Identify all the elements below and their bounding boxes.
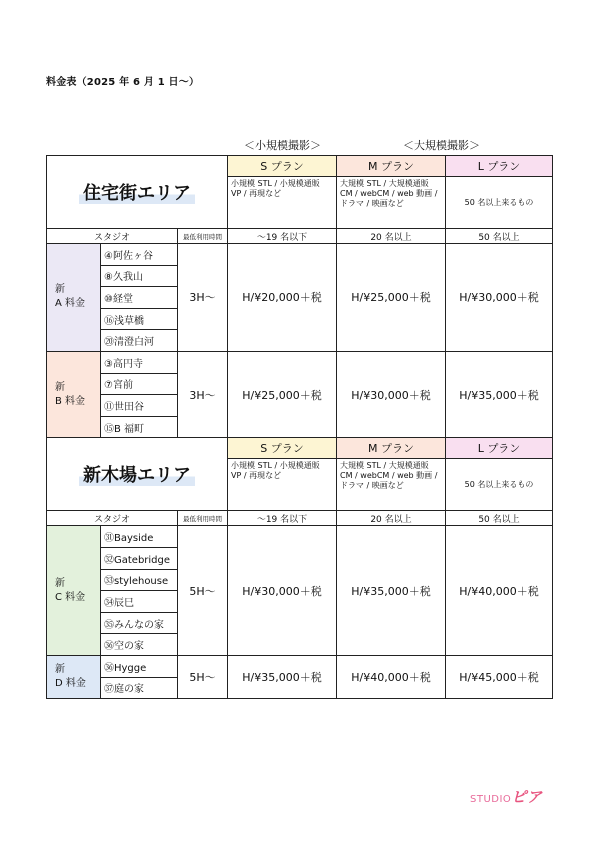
studio-name: ⑧久我山 <box>101 265 178 287</box>
tier-label: 新 B 料金 <box>47 351 101 437</box>
plan-s-description: 小規模 STL / 小規模通販 VP / 再現など <box>228 459 337 511</box>
plan-s-people: 〜19 名以下 <box>228 511 337 526</box>
min-duration: 5H〜 <box>178 526 228 656</box>
plan-s-people: 〜19 名以下 <box>228 229 337 244</box>
studio-name: ⑦宮前 <box>101 373 178 395</box>
studio-name: ⑯浅草橋 <box>101 308 178 330</box>
min-time-header: 最低利用時間 <box>178 229 228 244</box>
plan-l-name: L プラン <box>446 438 553 459</box>
plan-l-description: 50 名以上来るもの <box>446 459 553 511</box>
price-s: H/¥35,000＋税 <box>228 655 337 698</box>
plan-m-people: 20 名以上 <box>337 229 446 244</box>
tier-label: 新 D 料金 <box>47 655 101 698</box>
plan-m-description: 大規模 STL / 大規模通販 CM / webCM / web 動画 / ドラマ / 映画など <box>337 177 446 229</box>
studio-name: ㉟みんなの家 <box>101 612 178 634</box>
plan-m-name: M プラン <box>337 438 446 459</box>
logo-brand: ピア <box>511 788 543 806</box>
price-s: H/¥20,000＋税 <box>228 244 337 352</box>
studio-name: ㊲庭の家 <box>101 677 178 699</box>
min-duration: 3H〜 <box>178 244 228 352</box>
studio-name: ⑩経堂 <box>101 287 178 309</box>
studio-header: スタジオ <box>47 511 178 526</box>
studio-name: ㊱空の家 <box>101 634 178 656</box>
area-title <box>47 438 228 511</box>
price-m: H/¥35,000＋税 <box>337 526 446 656</box>
studio-name: ㉞辰巳 <box>101 591 178 613</box>
area-name: 新木場エリア <box>79 465 195 486</box>
min-duration: 3H〜 <box>178 351 228 437</box>
plan-s-description: 小規模 STL / 小規模通販 VP / 再現など <box>228 177 337 229</box>
plan-m-people: 20 名以上 <box>337 511 446 526</box>
studio-name: ㉝stylehouse <box>101 569 178 591</box>
min-time-header: 最低利用時間 <box>178 511 228 526</box>
studio-logo <box>470 786 542 807</box>
document-title: 料金表（2025 年 6 月 1 日〜） <box>46 77 200 88</box>
area-title <box>47 156 228 229</box>
plan-m-description: 大規模 STL / 大規模通販 CM / webCM / web 動画 / ドラマ / 映画など <box>337 459 446 511</box>
plan-s-name: S プラン <box>228 156 337 177</box>
price-m: H/¥25,000＋税 <box>337 244 446 352</box>
price-l: H/¥45,000＋税 <box>446 655 553 698</box>
plan-l-people: 50 名以上 <box>446 511 553 526</box>
studio-name: ㉛Bayside <box>101 526 178 548</box>
price-s: H/¥30,000＋税 <box>228 526 337 656</box>
logo-prefix: STUDIO <box>470 794 512 805</box>
tier-label: 新 C 料金 <box>47 526 101 656</box>
plan-l-people: 50 名以上 <box>446 229 553 244</box>
price-l: H/¥35,000＋税 <box>446 351 553 437</box>
studio-header: スタジオ <box>47 229 178 244</box>
plan-l-description: 50 名以上来るもの <box>446 177 553 229</box>
price-m: H/¥40,000＋税 <box>337 655 446 698</box>
price-m: H/¥30,000＋税 <box>337 351 446 437</box>
price-l: H/¥40,000＋税 <box>446 526 553 656</box>
studio-name: ㊱Hygge <box>101 655 178 677</box>
studio-name: ⑪世田谷 <box>101 395 178 417</box>
plan-l-name: L プラン <box>446 156 553 177</box>
min-duration: 5H〜 <box>178 655 228 698</box>
small-scale-label: ＜小規模撮影＞ <box>244 139 321 152</box>
tier-label: 新 A 料金 <box>47 244 101 352</box>
price-s: H/¥25,000＋税 <box>228 351 337 437</box>
studio-name: ③高円寺 <box>101 351 178 373</box>
area-name: 住宅街エリア <box>79 183 195 204</box>
price-table <box>46 155 553 699</box>
large-scale-label: ＜大規模撮影＞ <box>403 139 480 152</box>
studio-name: ⑮B 福町 <box>101 416 178 438</box>
plan-m-name: M プラン <box>337 156 446 177</box>
studio-name: ㉜Gatebridge <box>101 547 178 569</box>
plan-s-name: S プラン <box>228 438 337 459</box>
price-l: H/¥30,000＋税 <box>446 244 553 352</box>
studio-name: ④阿佐ヶ谷 <box>101 244 178 266</box>
studio-name: ⑳清澄白河 <box>101 330 178 352</box>
